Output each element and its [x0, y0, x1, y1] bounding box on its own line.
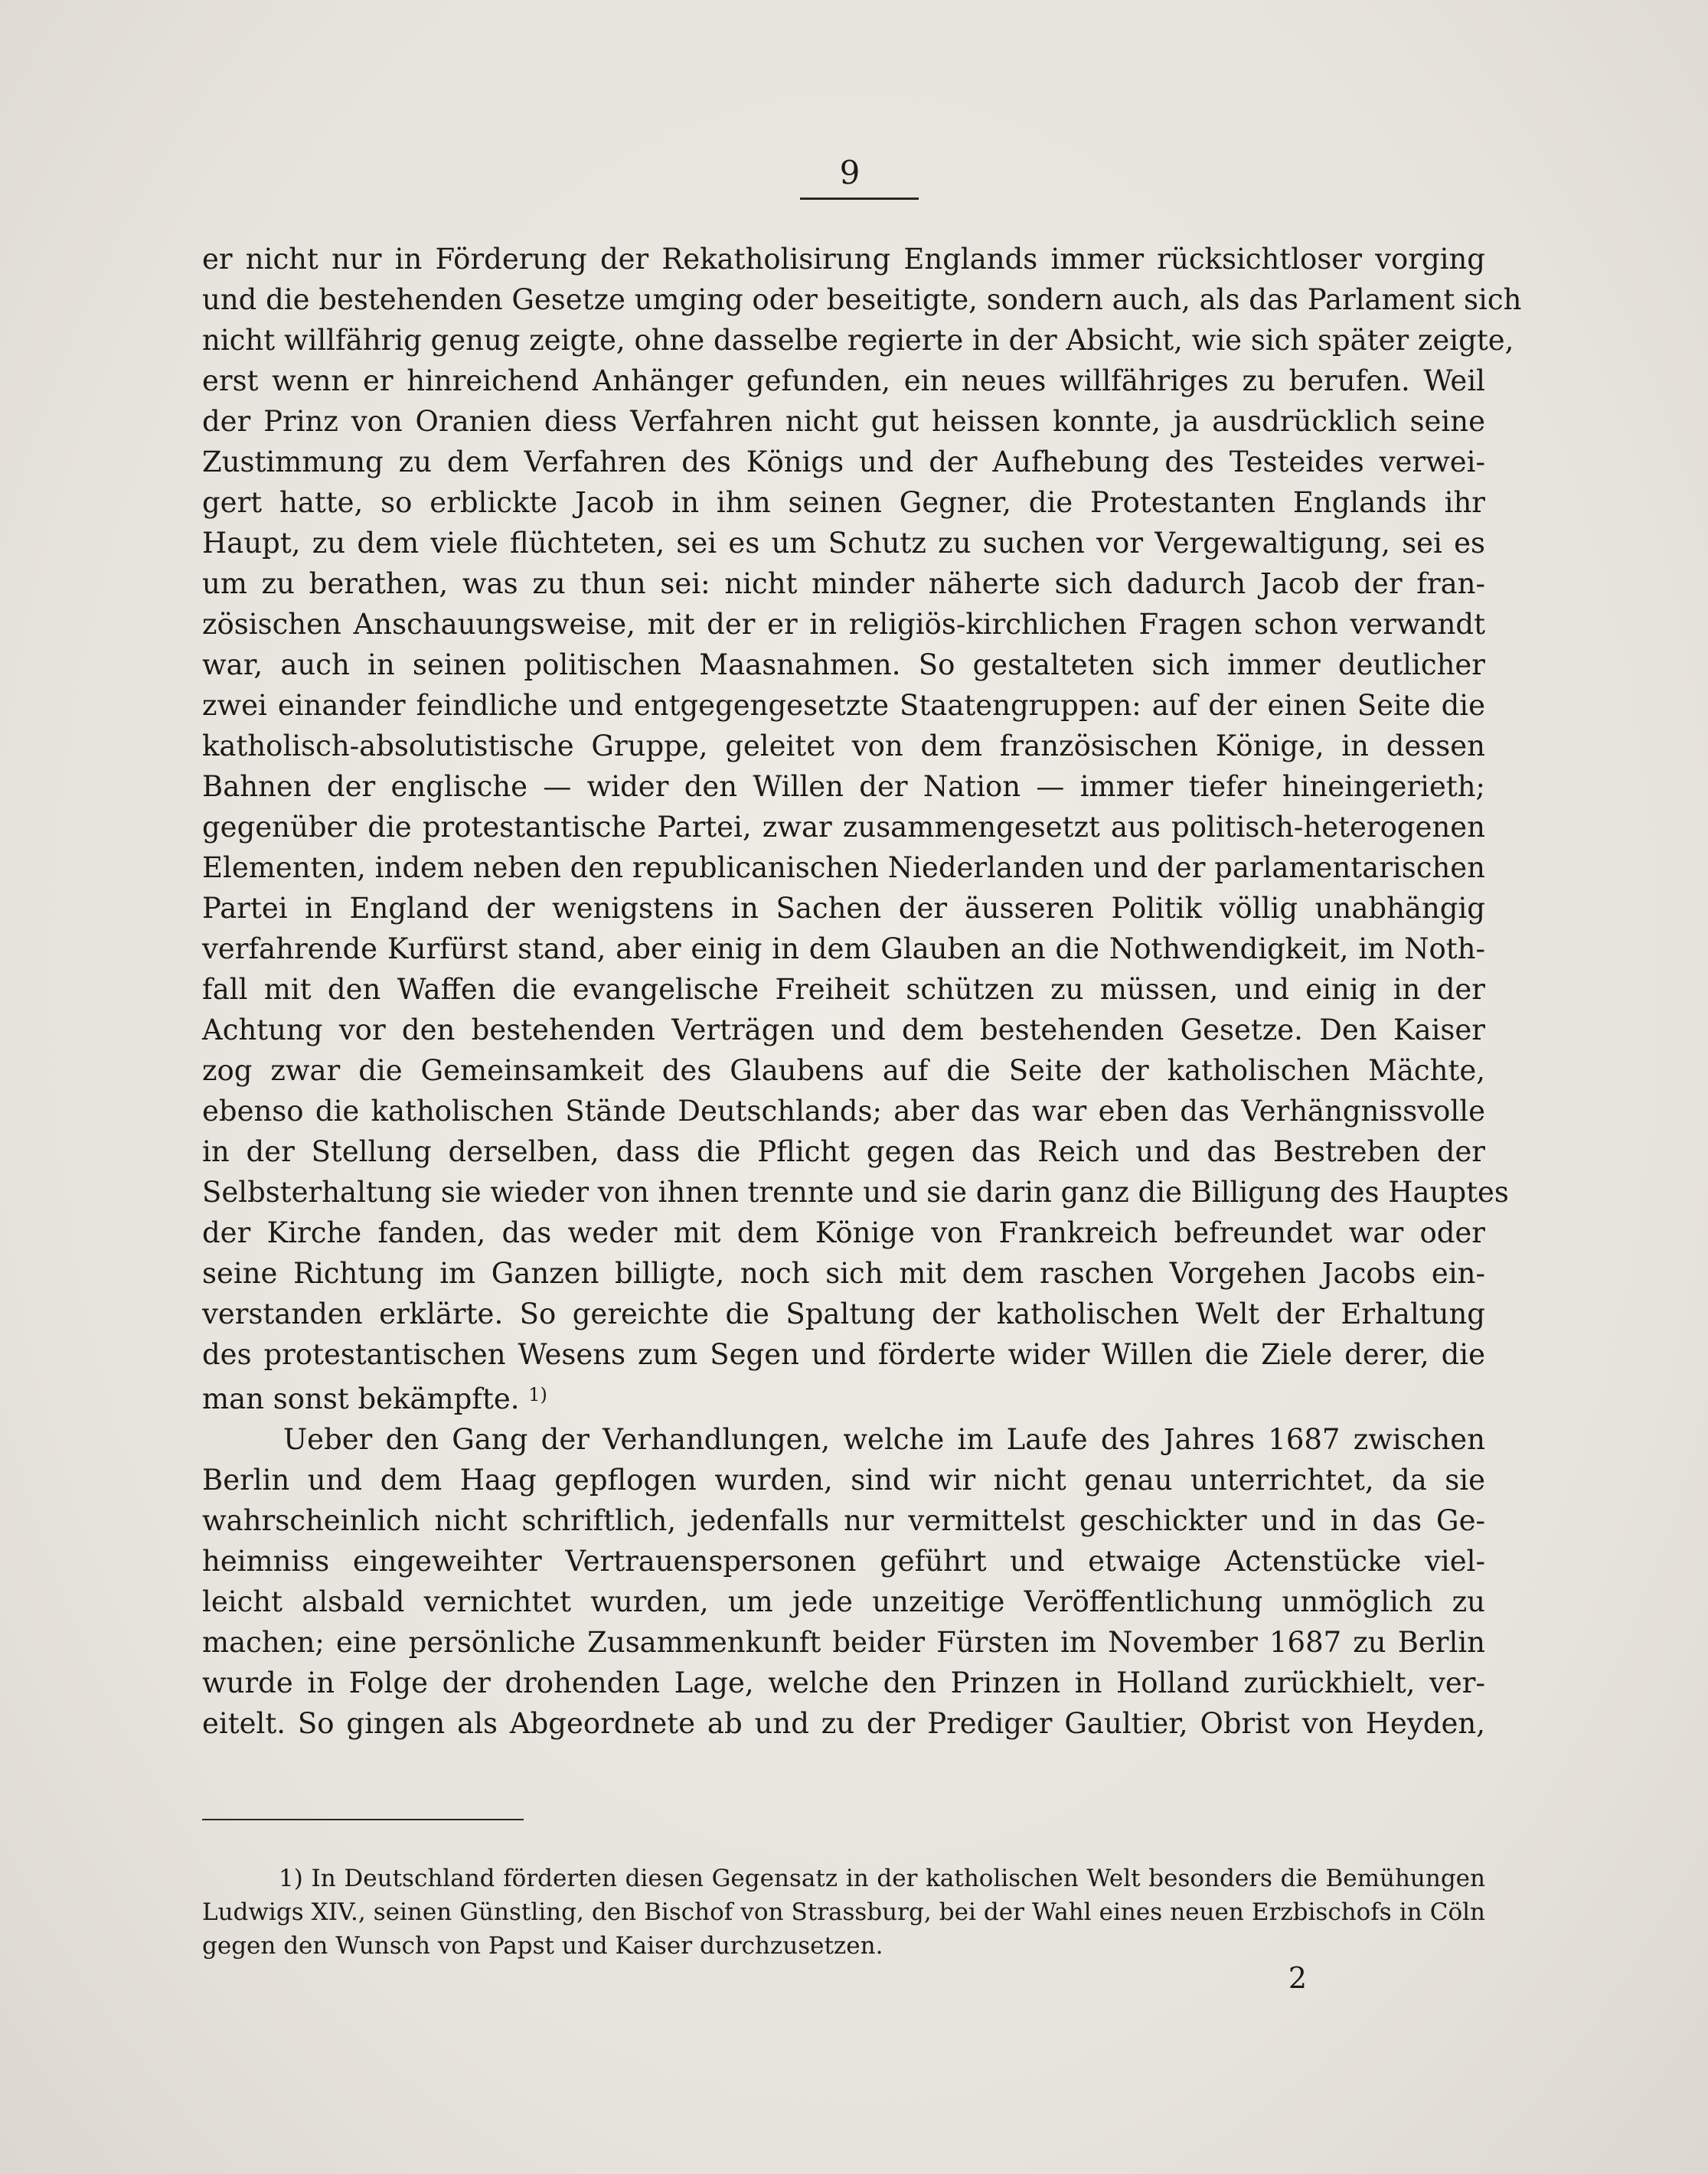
- text-line: Zustimmung zu dem Verfahren des Königs und der Aufhebung des Testeides verwei-: [202, 446, 1485, 478]
- text-line: zwei einander feindliche und entgegengesetzte Staatengruppen: auf der einen Seite die: [202, 689, 1485, 722]
- text-line: Ueber den Gang der Verhandlungen, welche im Laufe des Jahres 1687 zwischen: [283, 1423, 1485, 1456]
- text-line: in der Stellung derselben, dass die Pflicht gegen das Reich und das Bestreben der: [202, 1135, 1485, 1168]
- text-line: Berlin und dem Haag gepflogen wurden, sind wir nicht genau unterrichtet, da sie: [202, 1464, 1485, 1497]
- footnote-line: Ludwigs XIV., seinen Günstling, den Bischof von Strassburg, bei der Wahl eines neuen Erzbischofs in Cöln: [202, 1898, 1485, 1926]
- text-line: des protestantischen Wesens zum Segen und förderte wider Willen die Ziele derer, die: [202, 1338, 1485, 1371]
- header-rule: [800, 197, 919, 200]
- text-line-content: man sonst bekämpfte.: [202, 1382, 520, 1415]
- text-line: seine Richtung im Ganzen billigte, noch sich mit dem raschen Vorgehen Jacobs ein-: [202, 1257, 1485, 1290]
- text-line: wurde in Folge der drohenden Lage, welche den Prinzen in Holland zurückhielt, ver-: [202, 1666, 1485, 1699]
- footnote-line: 1) In Deutschland förderten diesen Gegensatz in der katholischen Welt besonders die Bemühungen: [279, 1865, 1485, 1892]
- text-line: der Kirche fanden, das weder mit dem Könige von Frankreich befreundet war oder: [202, 1216, 1485, 1249]
- text-line: Haupt, zu dem viele flüchteten, sei es um Schutz zu suchen vor Vergewaltigung, sei es: [202, 527, 1485, 560]
- text-line: und die bestehenden Gesetze umging oder beseitigte, sondern auch, als das Parlament sich: [202, 283, 1522, 316]
- text-line: gegenüber die protestantische Partei, zwar zusammengesetzt aus politisch-heterogenen: [202, 811, 1485, 844]
- text-line: ebenso die katholischen Stände Deutschlands; aber das war eben das Verhängnissvolle: [202, 1095, 1485, 1128]
- text-line-last: [202, 1375, 1485, 1419]
- text-line: er nicht nur in Förderung der Rekatholisirung Englands immer rücksichtloser vorging: [202, 243, 1485, 276]
- text-line: nicht willfährig genug zeigte, ohne dasselbe regierte in der Absicht, wie sich später zeigte,: [202, 324, 1514, 357]
- main-text: [202, 239, 1522, 1744]
- text-line: der Prinz von Oranien diess Verfahren nicht gut heissen konnte, ja ausdrücklich seine: [202, 405, 1485, 438]
- text-line: gert hatte, so erblickte Jacob in ihm seinen Gegner, die Protestanten Englands ihr: [202, 486, 1485, 519]
- paragraph-1: [202, 239, 1522, 1419]
- text-line: Achtung vor den bestehenden Verträgen und dem bestehenden Gesetze. Den Kaiser: [202, 1014, 1485, 1046]
- text-line: katholisch-absolutistische Gruppe, geleitet von dem französischen Könige, in dessen: [202, 730, 1485, 762]
- signature-mark: 2: [1288, 1961, 1308, 1995]
- text-line: eitelt. So gingen als Abgeordnete ab und zu der Prediger Gaultier, Obrist von Heyden,: [202, 1707, 1485, 1740]
- text-line: fall mit den Waffen die evangelische Freiheit schützen zu müssen, und einig in der: [202, 973, 1485, 1006]
- text-line: zog zwar die Gemeinsamkeit des Glaubens auf die Seite der katholischen Mächte,: [202, 1054, 1485, 1087]
- footnote-reference: 1): [528, 1384, 547, 1405]
- text-line: war, auch in seinen politischen Maasnahmen. So gestalteten sich immer deutlicher: [202, 648, 1485, 681]
- text-line: verfahrende Kurfürst stand, aber einig in dem Glauben an die Nothwendigkeit, im Noth-: [202, 932, 1485, 965]
- text-line: Selbsterhaltung sie wieder von ihnen trennte und sie darin ganz die Billigung des Hauptes: [202, 1176, 1509, 1209]
- footnote-line: gegen den Wunsch von Papst und Kaiser durchzusetzen.: [202, 1932, 883, 1960]
- text-line: verstanden erklärte. So gereichte die Spaltung der katholischen Welt der Erhaltung: [202, 1298, 1485, 1330]
- text-line: zösischen Anschauungsweise, mit der er in religiös-kirchlichen Fragen schon verwandt: [202, 608, 1485, 641]
- text-line: Partei in England der wenigstens in Sachen der äusseren Politik völlig unabhängig: [202, 892, 1485, 925]
- text-line: wahrscheinlich nicht schriftlich, jedenfalls nur vermittelst geschickter und in das Ge-: [202, 1504, 1485, 1537]
- paragraph-2: [202, 1419, 1485, 1744]
- footnote: [202, 1862, 1485, 1963]
- footnote-rule: [202, 1819, 524, 1820]
- text-line: erst wenn er hinreichend Anhänger gefunden, ein neues willfähriges zu berufen. Weil: [202, 364, 1485, 397]
- text-line: machen; eine persönliche Zusammenkunft beider Fürsten im November 1687 zu Berlin: [202, 1626, 1485, 1659]
- text-line: um zu berathen, was zu thun sei: nicht minder näherte sich dadurch Jacob der fran-: [202, 567, 1485, 600]
- page-number: 9: [839, 154, 861, 191]
- text-line: Bahnen der englische — wider den Willen der Nation — immer tiefer hineingerieth;: [202, 770, 1485, 803]
- text-line: leicht alsbald vernichtet wurden, um jede unzeitige Veröffentlichung unmöglich zu: [202, 1585, 1485, 1618]
- text-line: heimniss eingeweihter Vertrauenspersonen geführt und etwaige Actenstücke viel-: [202, 1545, 1485, 1578]
- text-line: Elementen, indem neben den republicanischen Niederlanden und der parlamentarischen: [202, 851, 1486, 884]
